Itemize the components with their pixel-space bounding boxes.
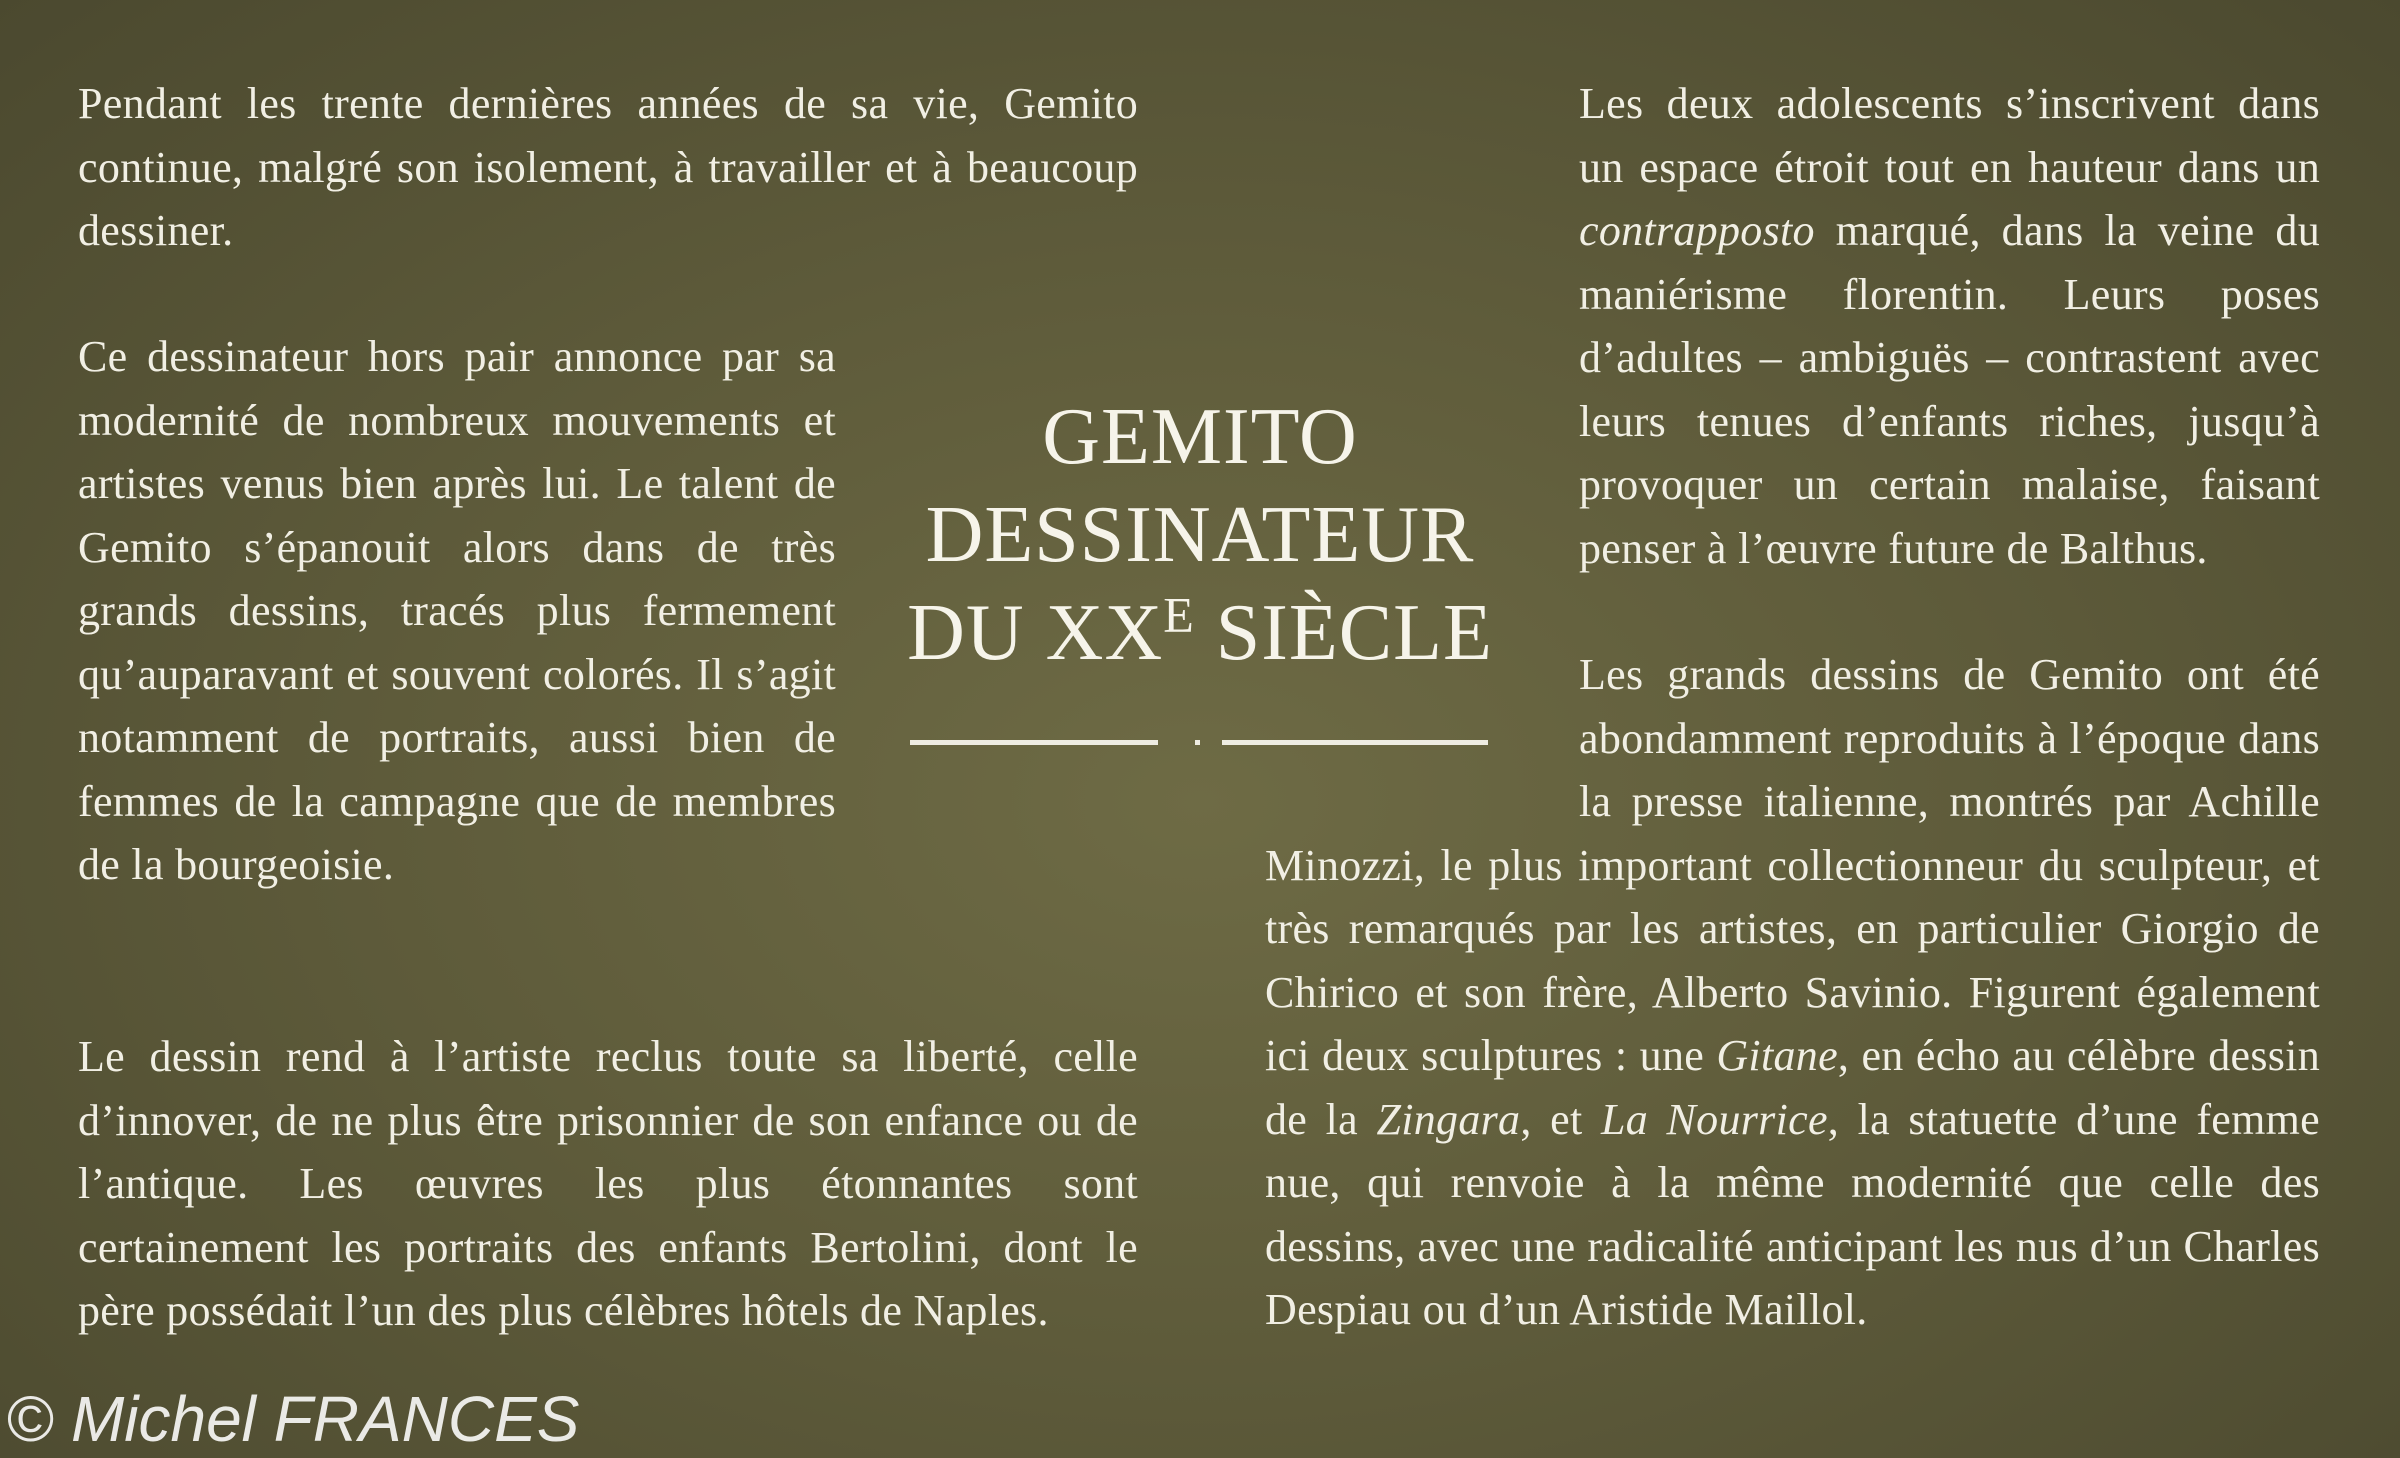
- photo-credit-watermark: © Michel FRANCES: [6, 1383, 580, 1455]
- right-paragraph-1-text-a: Les deux adolescents s’inscrivent dans un espace étroit tout en hauteur dans un: [1579, 79, 2320, 192]
- left-paragraph-3: Le dessin rend à l’artiste reclus toute sa liberté, celle d’innover, de ne plus être prisonnier de son enfance ou de l’antique. Les œuvres les plus étonnantes sont certainement les portraits des enfants Bertolini, dont le père possédait l’un des plus célèbres hôtels de Naples.: [78, 1032, 1138, 1335]
- title-line-3-prefix: DU XX: [907, 589, 1164, 677]
- right-paragraph-2: [1265, 643, 2320, 1342]
- italic-gitane: Gitane: [1716, 1031, 1838, 1080]
- right-paragraph-2-text-a: Les grands dessins de Gemito ont été abondamment reproduits à l’époque dans la presse italienne, montrés par Achille Minozzi, le plus important collectionneur du sculpteur, et très remarqués par les artistes, en particulier Giorgio de Chirico et son frère, Alberto Savinio. Figurent également ici deux sculptures : une: [1265, 650, 2320, 1080]
- title-divider-right: [1222, 740, 1488, 745]
- left-paragraph-1: Pendant les trente dernières années de sa vie, Gemito continue, malgré son isolement, à travailler et à beaucoup dessiner.: [78, 79, 1138, 255]
- title-divider-dot: [1195, 740, 1200, 745]
- right-paragraph-2-text-c: , et: [1520, 1094, 1601, 1144]
- left-paragraph-2-text: Ce dessinateur hors pair annonce par sa modernité de nombreux mouvements et artistes venus bien après lui. Le talent de Gemito s’épanouit alors dans de très grands dessins, tracés plus fermement qu’auparavant et souvent colorés. Il s’agit notamment de portraits, aussi bien de femmes de la campagne que de membres de la bourgeoisie.: [78, 332, 836, 889]
- right-paragraph-1-italic: contrapposto: [1579, 206, 1815, 255]
- right-paragraph-2-text-d: , la statuette d’une femme nue, qui renvoie à la même modernité que celle des dessins, avec une radicalité anticipant les nus d’un Charles Despiau ou d’un Aristide Maillol.: [1265, 1094, 2320, 1334]
- title-line-3-suffix: SIÈCLE: [1194, 589, 1493, 677]
- title-divider-left: [910, 740, 1158, 745]
- right-paragraph-2-text-b: , en écho au célèbre dessin de la: [1265, 1031, 2320, 1144]
- italic-zingara: Zingara: [1376, 1094, 1521, 1144]
- title-line-2: DESSINATEUR: [925, 491, 1475, 579]
- italic-la-nourrice: La Nourrice: [1600, 1094, 1828, 1144]
- title-line-1: GEMITO: [1042, 393, 1358, 481]
- title-superscript: E: [1163, 586, 1195, 643]
- right-paragraph-1-text-b: marqué, dans la veine du maniérisme florentin. Leurs poses d’adultes – ambiguës – contrastent avec leurs tenues d’enfants riches, jusqu’à provoquer un certain malaise, faisant penser à l’œuvre future de Balthus.: [1579, 206, 2320, 573]
- page-title: [860, 388, 1540, 682]
- title-line-3: [860, 584, 1540, 682]
